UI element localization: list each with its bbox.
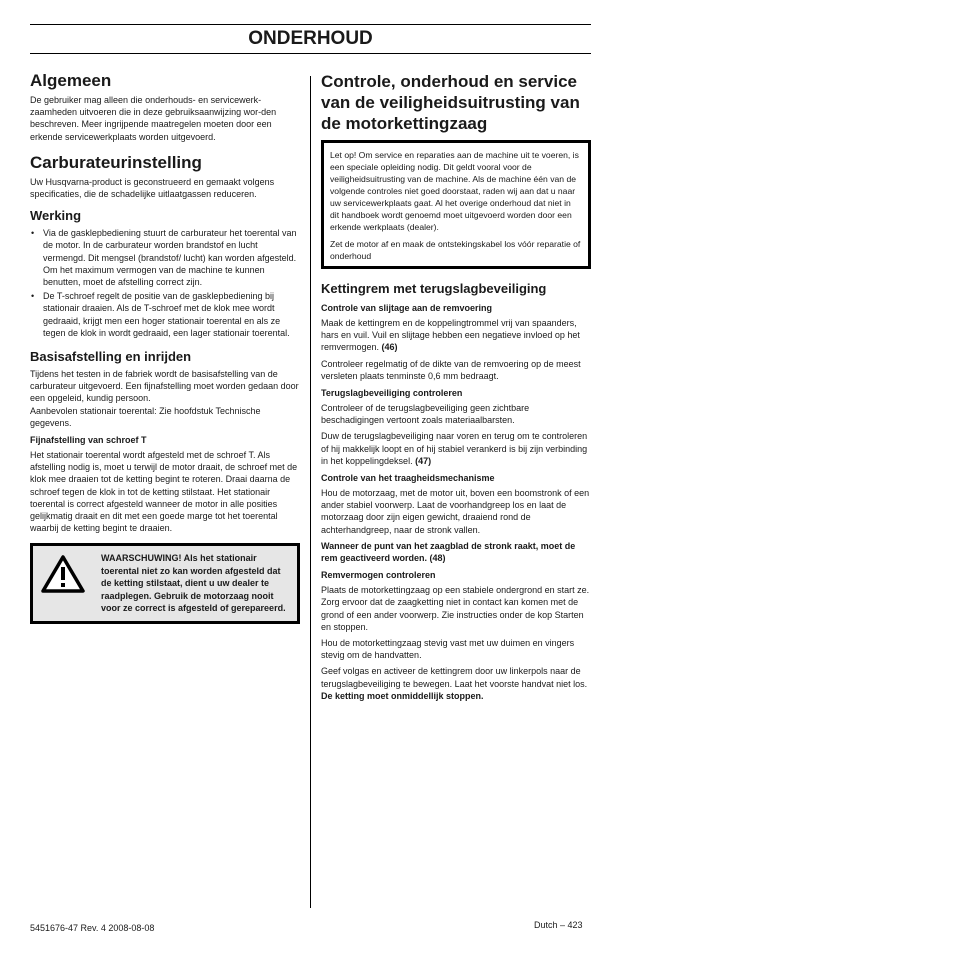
- column-divider: [310, 76, 311, 908]
- section-title-carburateur: Carburateurinstelling: [30, 152, 202, 172]
- section-title-algemeen: Algemeen: [30, 71, 112, 90]
- subsection-title-basisafstelling: Basisafstelling en inrijden: [30, 349, 192, 365]
- traagheid-text-2: Wanneer de punt van het zaagblad de stronk raakt, moet de rem geactiveerd worden. (48): [321, 540, 576, 564]
- carburateur-text: Uw Husqvarna-product is geconstrueerd en gemaakt volgens specificaties, die de schadelijke uitlaatgassen reduceren.: [30, 176, 275, 200]
- slijtage-text-2: Controleer regelmatig of de dikte van de remvoering op de meest versleten plaats tenminste 0,6 mm bedraagt.: [321, 358, 581, 381]
- list-item: • De T-schroef regelt de positie van de gasklepbediening bij stationair draaien. Als de T-schroef met de klok mee wordt gedraaid, krijgt men een hoger stationair toerental en als ze tegen de klok in wordt gedraaid, een lager stationair toerental.: [30, 290, 300, 339]
- right-column: [321, 71, 591, 706]
- notice-text-2: Zet de motor af en maak de ontstekingskabel los vóór reparatie of onderhoud: [330, 239, 581, 261]
- terugslag-text-2: Duw de terugslagbeveiliging naar voren en terug om te controleren of hij makkelijk loopt en of hij stabiel verankerd is bij zijn verbinding in het koppelingdeksel. (47): [321, 431, 588, 466]
- document-id: 5451676-47 Rev. 4 2008-08-08: [30, 923, 155, 933]
- werking-list: [30, 227, 300, 339]
- subsection-title-kettingrem: Kettingrem met terugslagbeveiliging: [321, 281, 547, 296]
- slijtage-text-1: Maak de kettingrem en de koppelingtrommel vrij van spaanders, hars en vuil. Vuil en slijtage hebben een negatieve invloed op het remvermogen. (46): [321, 318, 580, 353]
- warning-triangle-icon: [39, 552, 87, 614]
- page-number: Dutch – 423: [534, 920, 583, 930]
- page-title: ONDERHOUD: [248, 28, 373, 49]
- list-item: • Via de gasklepbediening stuurt de carburateur het toerental van de motor. In de carburateur worden brandstof en lucht vermengd. Dit mengsel (brandstof/ lucht) kan worden afgesteld. Om het maximum vermogen van de machine te kunnen benutten, moet de afstelling correct zijn.: [30, 227, 300, 288]
- header-bottom-rule: [30, 53, 591, 54]
- remvermogen-text-2: Hou de motorkettingzaag stevig vast met uw duimen en vingers stevig om de handvatten.: [321, 638, 575, 661]
- basisafstelling-text-1: Tijdens het testen in de fabriek wordt de basisafstelling van de carburateur uitgevoerd. Een fijnafstelling moet worden gedaan door een opgeleid, kundig persoon.: [30, 369, 299, 404]
- remvermogen-text-1: Plaats de motorkettingzaag op een stabiele ondergrond en start ze. Zorg ervoor dat de zaagketting niet in contact kan komen met de grond of een ander voorwerp. Zie instructies onder de kop Starten en stoppen.: [321, 585, 590, 632]
- subsection-title-werking: Werking: [30, 208, 82, 224]
- warning-box: [30, 543, 300, 623]
- notice-text-1: Let op! Om service en reparaties aan de machine uit te voeren, is een speciale opleiding nodig. Dit geldt vooral voor de veiligheidsuitrusting van de machine. Als de machine één van de volgende controles niet goed doorstaat, raden wij aan dat u naar uw servicewerkplaats gaat. Al het overige onderhoud dat niet in dit handboek wordt genoemd moet uitgevoerd worden door een erkende werkplaats (dealer).: [330, 150, 579, 232]
- algemeen-text: De gebruiker mag alleen die onderhouds- en servicewerk-zaamheden uitvoeren die in deze gebruiksaanwijzing wor-den beschreven. Meer ingrijpende maatregelen moeten door een erkende servicewerkplaats worden uitgevoerd.: [30, 95, 277, 142]
- fijnafstelling-text: Het stationair toerental wordt afgesteld met de schroef T. Als afstelling nodig is, moet u terwijl de motor draait, de schroef met de klok mee draaien tot de ketting begint te roteren. Draai daarna de schroef tegen de klok in tot de ketting stilstaat. Het stationair toerental is correct afgesteld wanneer de motor in alle posities gelijkmatig draait en dit met een goede marge tot het toerental waarbij de ketting begint te draaien.: [30, 450, 298, 534]
- basisafstelling-text-2: Aanbevolen stationair toerental: Zie hoofdstuk Technische gegevens.: [30, 405, 261, 428]
- remvermogen-title: Remvermogen controleren: [321, 570, 436, 581]
- terugslag-text-1: Controleer of de terugslagbeveiliging geen zichtbare beschadigingen vertoont zoals materiaalbarsten.: [321, 403, 530, 426]
- warning-text: WAARSCHUWING! Als het stationair toerental niet zo kan worden afgesteld dat de ketting stilstaat, dient u uw dealer te raadplegen. Gebruik de motorzaag nooit voor ze correct is afgesteld of gerepareerd.: [101, 553, 286, 614]
- terugslag-title: Terugslagbeveiliging controleren: [321, 388, 463, 399]
- traagheid-title: Controle van het traagheidsmechanisme: [321, 473, 495, 484]
- fijnafstelling-title: Fijnafstelling van schroef T: [30, 435, 147, 446]
- left-column: [30, 71, 300, 624]
- remvermogen-text-3: Geef volgas en activeer de kettingrem door uw linkerpols naar de terugslagbeveiliging te bewegen. Laat het voorste handvat niet los. De ketting moet onmiddellijk stoppen.: [321, 666, 588, 701]
- section-title-veiligheid: Controle, onderhoud en service van de veiligheidsuitrusting van de motorkettingzaag: [321, 72, 580, 133]
- notice-box: [321, 140, 591, 269]
- slijtage-title: Controle van slijtage aan de remvoering: [321, 303, 493, 313]
- traagheid-text-1: Hou de motorzaag, met de motor uit, boven een boomstronk of een ander stabiel voorwerp. Laat de voorhandgreep los en laat de motorzaag door zijn eigen gewicht, draaiend rond de achterhandgreep, naar de stronk vallen.: [321, 488, 590, 535]
